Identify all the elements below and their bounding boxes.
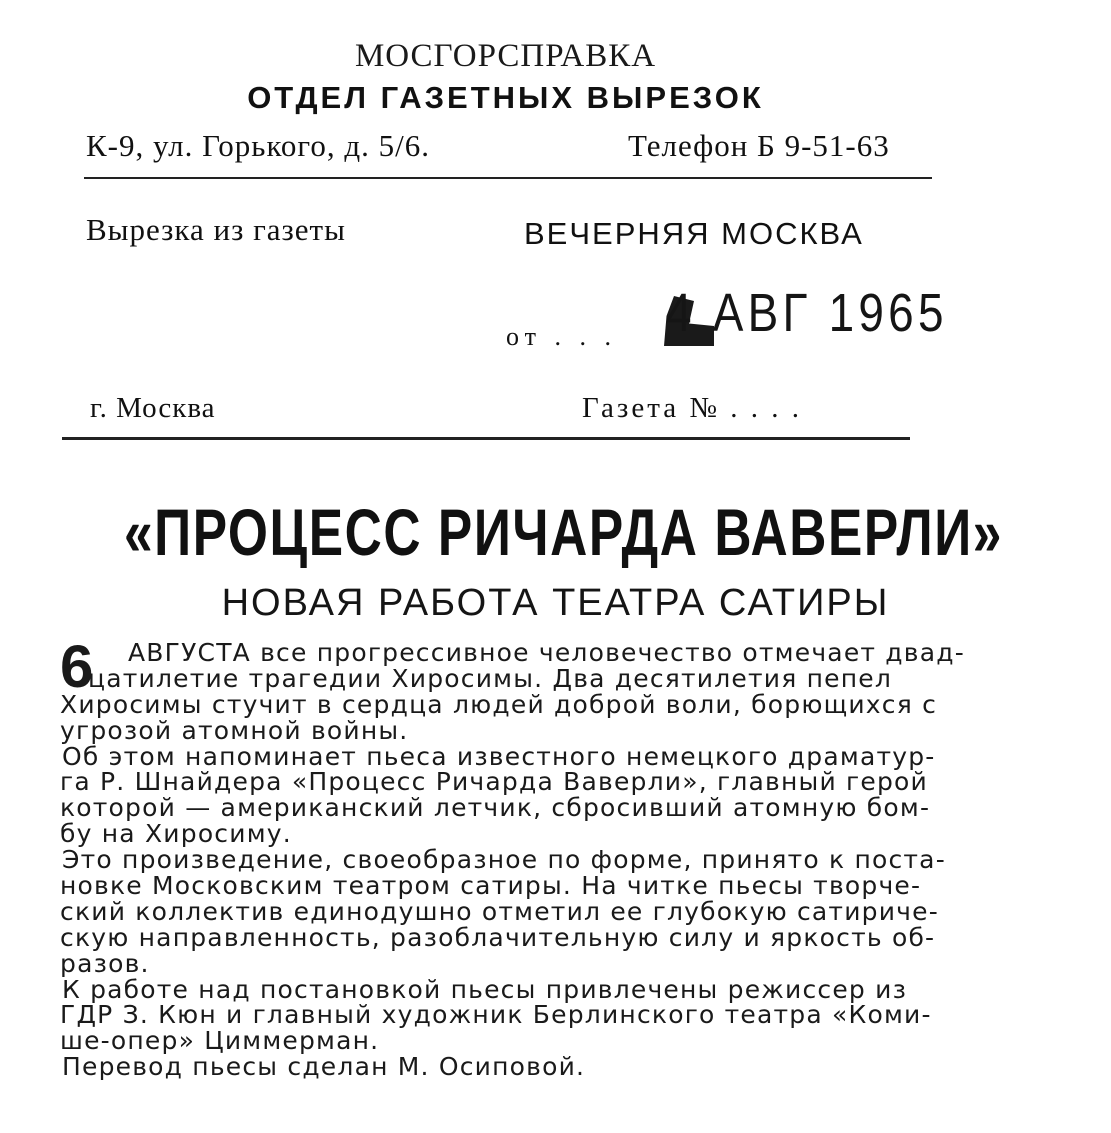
header-divider	[84, 177, 932, 179]
article-line: угрозой атомной войны.	[60, 715, 409, 745]
article-line: Об этом напоминает пьеса известного немецкого драматур-	[62, 741, 936, 771]
article-line: Перевод пьесы сделан М. Осиповой.	[62, 1052, 586, 1082]
article-subheadline: НОВАЯ РАБОТА ТЕАТРА САТИРЫ	[221, 582, 890, 624]
article-line: которой — американский летчик, сбросивший атомную бом-	[60, 793, 931, 823]
article-line: Это произведение, своеобразное по форме, принято к поста-	[62, 845, 946, 875]
article-line: ше-опер» Циммерман.	[60, 1026, 380, 1056]
article-line: разов.	[60, 948, 150, 978]
organization-name: МОСГОРСПРАВКА	[354, 38, 657, 74]
article-line: ГДР З. Кюн и главный художник Берлинского театра «Коми-	[60, 1000, 932, 1030]
headline-text: «ПРОЦЕСС РИЧАРДА ВАВЕРЛИ»	[123, 495, 1003, 569]
article-headline	[0, 494, 1111, 570]
address: К-9, ул. Горького, д. 5/6.	[86, 128, 431, 163]
article-line: ский коллектив единодушно отметил ее глубокую сатириче-	[60, 896, 939, 926]
newspaper-number: Газета № . . . .	[582, 392, 803, 424]
clipping-label: Вырезка из газеты	[86, 212, 346, 247]
city: г. Москва	[90, 392, 216, 424]
article-line: бу на Хиросиму.	[60, 819, 292, 849]
article-line: скую направленность, разоблачительную силу и яркость об-	[60, 922, 936, 952]
article-body	[60, 633, 1070, 1082]
date-prefix: от . . .	[506, 322, 618, 351]
article-line: цатилетие трагедии Хиросимы. Два десятилетия пепел	[88, 663, 893, 693]
newspaper-name: ВЕЧЕРНЯЯ МОСКВА	[524, 216, 864, 251]
article-line: Хиросимы стучит в сердца людей доброй воли, борющихся с	[60, 689, 938, 719]
drop-cap: 6	[60, 633, 95, 700]
article-line: К работе над постановкой пьесы привлечены режиссер из	[62, 974, 908, 1004]
date-stamp: 4 АВГ 1965	[666, 283, 948, 343]
department-name: ОТДЕЛ ГАЗЕТНЫХ ВЫРЕЗОК	[247, 80, 764, 115]
article-line: га Р. Шнайдера «Процесс Ричарда Ваверли», главный герой	[60, 767, 928, 797]
section-divider	[62, 437, 910, 440]
phone-number: Телефон Б 9-51-63	[628, 128, 890, 163]
article-line: новке Московским театром сатиры. На читке пьесы творче-	[60, 871, 922, 901]
article-line: АВГУСТА все прогрессивное человечество отмечает двад-	[128, 638, 965, 667]
